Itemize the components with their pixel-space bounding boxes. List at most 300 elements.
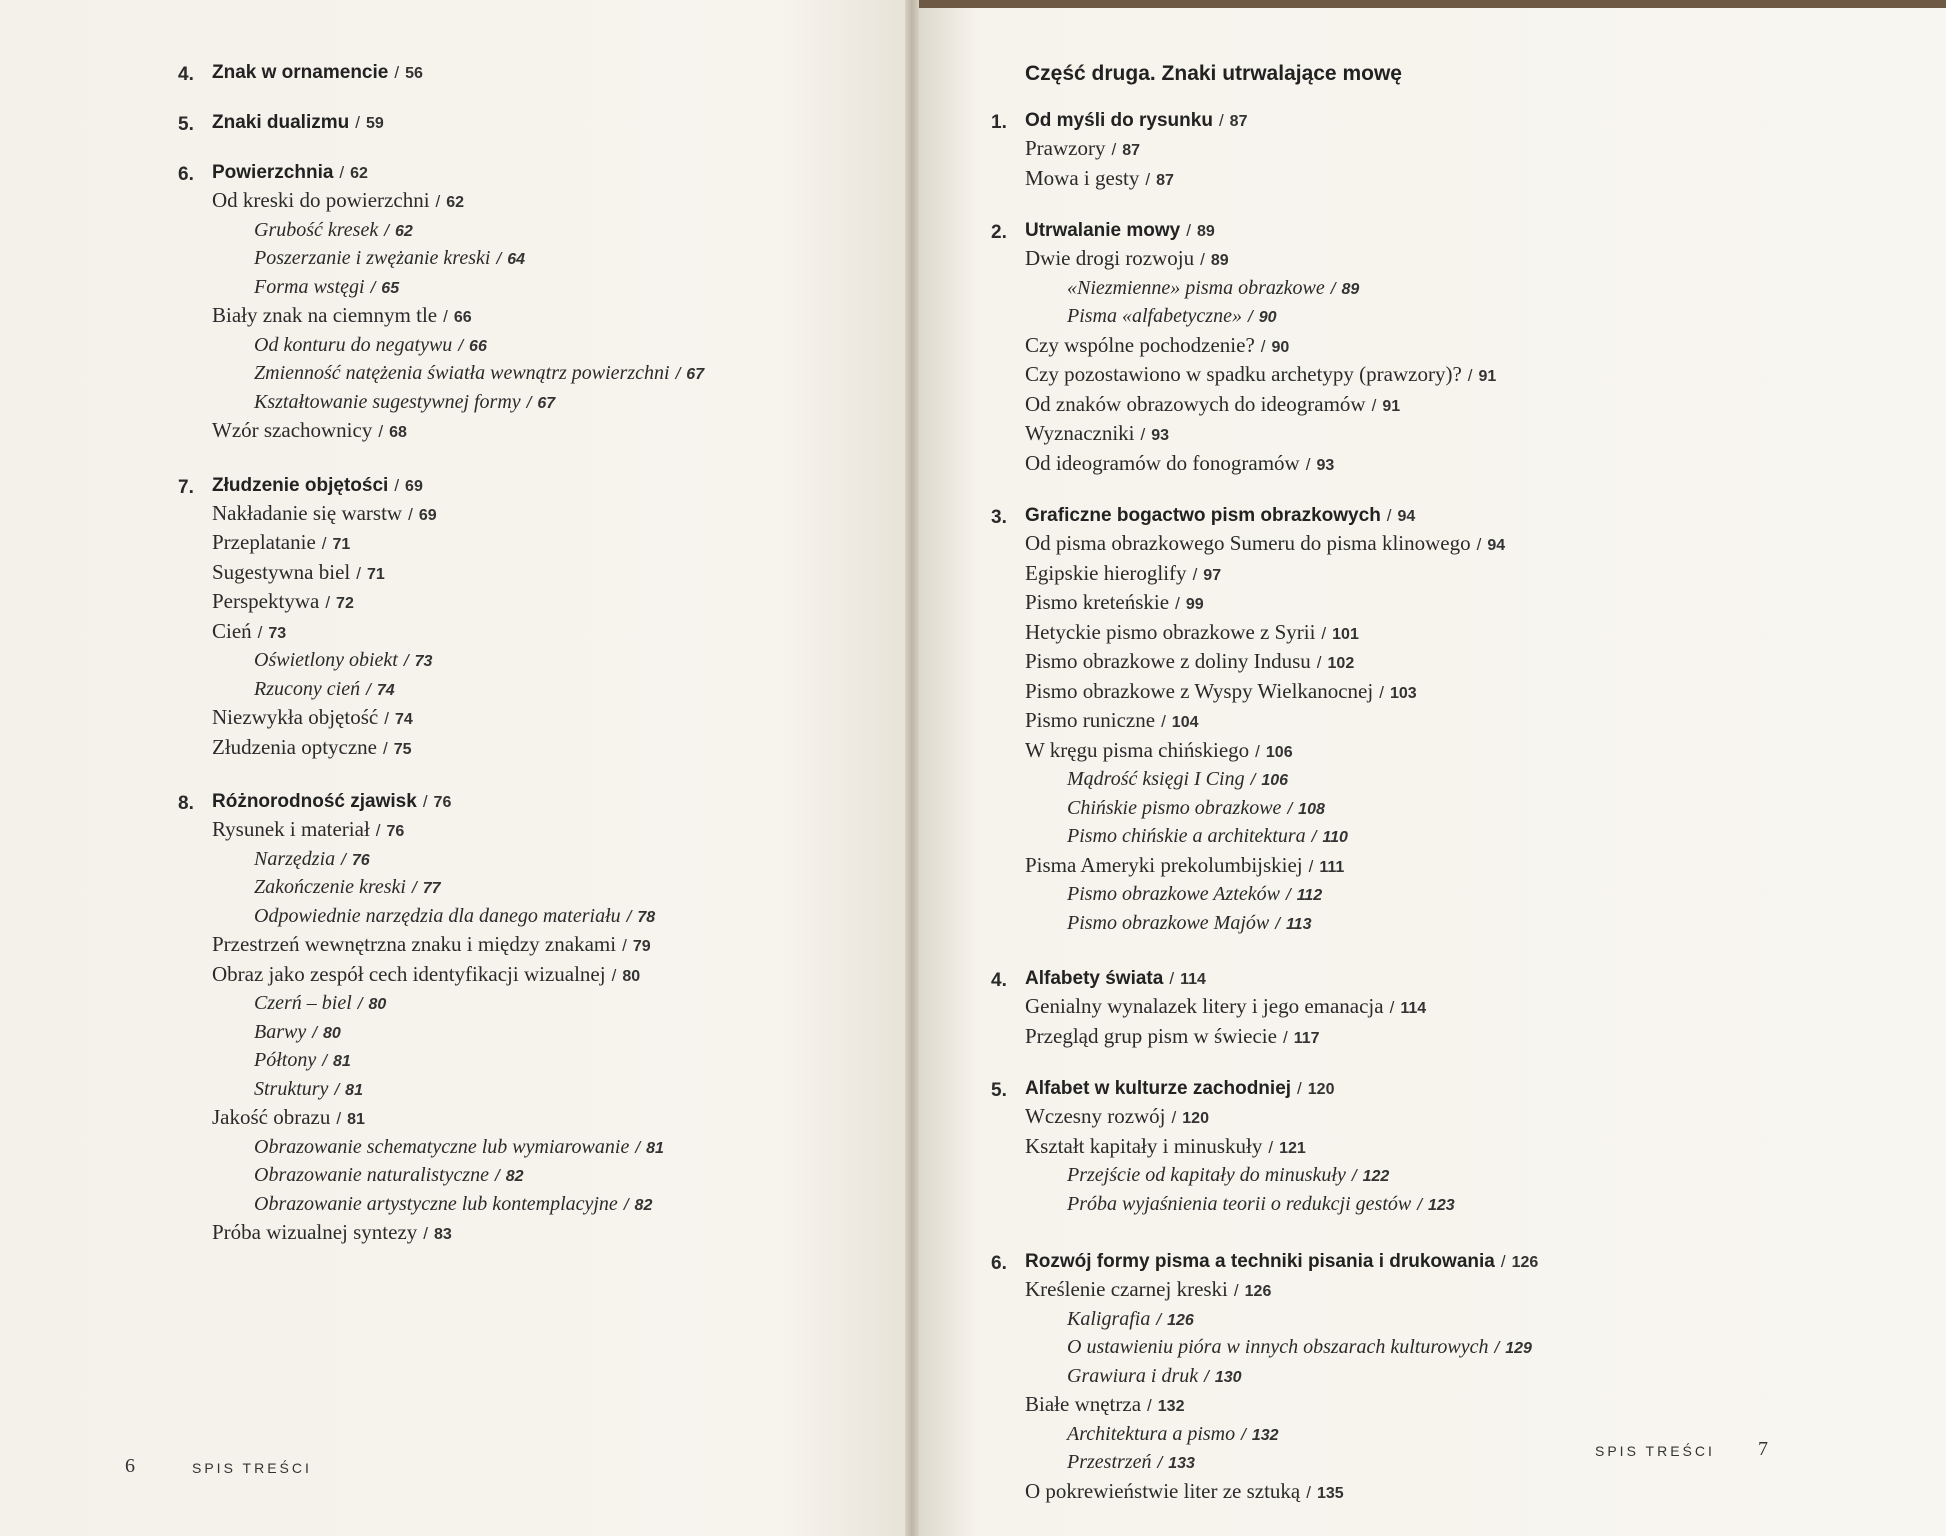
page-ref: 67 [537, 394, 556, 412]
page-ref: 129 [1505, 1340, 1532, 1357]
page-separator: / [356, 563, 361, 583]
toc-section [212, 931, 902, 961]
page-separator: / [1389, 998, 1395, 1017]
page-separator: / [357, 994, 363, 1013]
toc-section [212, 559, 902, 589]
page-ref: 78 [637, 908, 656, 926]
entry-text: Czerń – biel [254, 992, 352, 1014]
chapter-heading [178, 58, 902, 87]
chapter-number: 5. [178, 114, 194, 135]
page-separator: / [435, 192, 441, 211]
entry-text: Od ideogramów do fonogramów [1025, 450, 1300, 475]
page-separator: / [1218, 111, 1224, 130]
toc-section [1025, 1276, 1905, 1306]
toc-section [212, 1219, 902, 1249]
toc-section [1025, 165, 1905, 195]
toc-section [1025, 245, 1905, 275]
page-ref: 56 [405, 65, 423, 82]
entry-text: Biały znak na ciemnym tle [212, 303, 438, 327]
toc-subsection [212, 846, 902, 875]
page-separator: / [1169, 969, 1175, 988]
page-ref: 82 [634, 1196, 653, 1214]
toc-chapter [991, 501, 1905, 938]
page-separator: / [1287, 798, 1293, 818]
entry-text: Półtony [254, 1049, 317, 1071]
entry-text: Próba wizualnej syntezy [212, 1220, 418, 1244]
page-separator: / [322, 1051, 327, 1070]
page-separator: / [1306, 1482, 1311, 1502]
entry-text: Przegląd grup pism w świecie [1025, 1023, 1277, 1048]
chapter-heading [991, 1247, 1905, 1276]
page-ref: 99 [1185, 596, 1204, 613]
toc-subsection [212, 903, 902, 932]
entry-text: Kreślenie czarnej kreski [1025, 1277, 1228, 1301]
page-separator: / [336, 1109, 342, 1128]
chapter-number: 1. [991, 112, 1007, 133]
entry-text: Białe wnętrza [1025, 1392, 1142, 1416]
page-separator: / [325, 593, 331, 612]
page-separator: / [1386, 506, 1392, 525]
entry-text: Zakończenie kreski [254, 876, 406, 898]
page-ref: 64 [507, 251, 525, 268]
page-ref: 82 [505, 1168, 524, 1185]
entry-text: Struktury [254, 1077, 329, 1100]
entry-text: O pokrewieństwie liter ze sztuką [1025, 1478, 1301, 1503]
chapter-title: Powierzchnia [212, 162, 334, 183]
chapter-number: 4. [991, 970, 1007, 991]
page-ref: 93 [1316, 456, 1335, 474]
entry-text: Grubość kresek [254, 218, 379, 241]
page-separator: / [1186, 221, 1191, 240]
page-separator: / [1351, 1166, 1357, 1185]
page-separator: / [1305, 454, 1311, 474]
chapter-heading [178, 108, 902, 137]
chapter-title: Znak w ornamencie [212, 62, 389, 83]
toc-chapter [991, 1247, 1905, 1507]
page-separator: / [1417, 1194, 1422, 1214]
chapter-heading [991, 106, 1905, 135]
page-ref: 133 [1168, 1455, 1195, 1472]
page-separator: / [341, 849, 346, 869]
toc-section [1025, 1023, 1905, 1053]
entry-text: Obrazowanie artystyczne lub kontemplacyjne [254, 1192, 618, 1215]
page-separator: / [626, 906, 632, 926]
page-ref: 114 [1400, 1000, 1427, 1017]
entry-text: Pisma «alfabetyczne» [1067, 305, 1242, 327]
page-separator: / [383, 738, 388, 758]
chapter-number: 8. [178, 793, 194, 814]
page-separator: / [443, 307, 448, 326]
entry-text: Hetyckie pismo obrazkowe z Syrii [1025, 619, 1316, 644]
entry-text: Mowa i gesty [1025, 165, 1140, 190]
chapter-title: Alfabet w kulturze zachodniej [1025, 1078, 1292, 1099]
page-ref: 75 [393, 740, 412, 758]
page-separator: / [370, 277, 376, 297]
page-separator: / [1494, 1338, 1500, 1357]
page-ref: 66 [453, 309, 472, 326]
chapter-title: Znaki dualizmu [212, 112, 350, 133]
entry-text: Chińskie pismo obrazkowe [1067, 796, 1282, 819]
page-separator: / [355, 113, 360, 132]
entry-text: O ustawieniu pióra w innych obszarach kulturowych [1067, 1336, 1489, 1358]
page-separator: / [411, 878, 417, 897]
entry-text: Próba wyjaśnienia teorii o redukcji gestów [1067, 1192, 1412, 1215]
toc-subsection [212, 647, 902, 676]
page-separator: / [1111, 140, 1117, 159]
page-separator: / [422, 792, 428, 811]
toc-subsection [1025, 1449, 1905, 1478]
page-ref: 81 [646, 1139, 664, 1157]
page-separator: / [312, 1022, 317, 1042]
toc-subsection [1025, 881, 1905, 910]
toc-section [212, 734, 902, 764]
toc-section [212, 187, 902, 217]
entry-text: Obrazowanie schematyczne lub wymiarowanie [254, 1135, 630, 1158]
page-separator: / [257, 622, 263, 642]
left-running-head: SPIS TREŚCI [192, 1460, 312, 1476]
page-separator: / [334, 1079, 340, 1099]
entry-text: Egipskie hieroglify [1025, 560, 1187, 585]
entry-text: Od konturu do negatywu [254, 333, 453, 356]
page-ref: 103 [1389, 684, 1417, 702]
page-separator: / [1156, 1309, 1162, 1329]
toc-subsection [212, 1019, 902, 1048]
entry-text: Pismo obrazkowe Azteków [1067, 883, 1280, 905]
toc-subsection [1025, 1162, 1905, 1191]
page-ref: 73 [268, 624, 287, 642]
entry-text: Rysunek i materiał [212, 817, 370, 841]
page-separator: / [495, 1166, 500, 1185]
toc-chapter [178, 787, 902, 1249]
page-ref: 77 [422, 880, 441, 897]
page-separator: / [458, 335, 464, 355]
toc-subsection [1025, 1191, 1905, 1220]
page-separator: / [1171, 1108, 1177, 1127]
page-ref: 120 [1182, 1110, 1209, 1127]
toc-section [212, 529, 902, 559]
page-ref: 94 [1487, 537, 1506, 554]
page-ref: 106 [1265, 743, 1293, 761]
page-ref: 132 [1251, 1426, 1279, 1444]
toc-section [1025, 391, 1905, 421]
toc-section [212, 500, 902, 530]
toc-subsection [212, 332, 902, 361]
page-separator: / [1204, 1366, 1209, 1386]
page-separator: / [375, 821, 381, 840]
page-ref: 87 [1229, 113, 1248, 130]
page-separator: / [378, 422, 384, 441]
page-ref: 97 [1203, 566, 1222, 584]
toc-section [1025, 1103, 1905, 1133]
page-ref: 106 [1261, 772, 1289, 789]
toc-subsection [212, 676, 902, 705]
entry-text: Od pisma obrazkowego Sumeru do pisma klinowego [1025, 531, 1471, 555]
toc-subsection [212, 274, 902, 303]
page-separator: / [384, 709, 389, 728]
chapter-heading [991, 1074, 1905, 1103]
page-separator: / [1500, 1252, 1506, 1271]
toc-subsection [1025, 766, 1905, 795]
page-ref: 71 [332, 536, 351, 553]
toc-subsection [1025, 1421, 1905, 1450]
page-ref: 108 [1298, 800, 1325, 818]
page-separator: / [675, 364, 681, 383]
toc-section [212, 302, 902, 332]
entry-text: Przestrzeń [1067, 1451, 1152, 1473]
page-separator: / [403, 651, 409, 670]
page-ref: 74 [394, 711, 413, 728]
entry-text: Od kreski do powierzchni [212, 188, 430, 212]
page-ref: 62 [350, 165, 368, 182]
page-ref: 62 [446, 194, 465, 211]
page-separator: / [1157, 1453, 1163, 1472]
toc-section [212, 961, 902, 991]
entry-text: Grawiura i druk [1067, 1364, 1199, 1387]
page-separator: / [1285, 885, 1291, 904]
page-separator: / [1247, 307, 1253, 326]
page-separator: / [1241, 1424, 1246, 1444]
toc-section [1025, 648, 1905, 678]
chapter-heading [991, 501, 1905, 530]
page-separator: / [1192, 564, 1198, 584]
page-ref: 121 [1279, 1139, 1306, 1157]
page-ref: 89 [1341, 280, 1360, 298]
toc-chapter [178, 58, 902, 87]
page-ref: 126 [1244, 1283, 1272, 1300]
page-separator: / [1255, 741, 1260, 761]
page-separator: / [1321, 623, 1327, 643]
toc-section [212, 1104, 902, 1134]
entry-text: Wyznaczniki [1025, 421, 1135, 445]
toc-chapter [991, 1074, 1905, 1219]
page-separator: / [384, 220, 389, 240]
page-ref: 81 [345, 1081, 363, 1099]
chapter-title: Rozwój formy pisma a techniki pisania i drukowania [1025, 1251, 1495, 1272]
page-separator: / [1476, 535, 1482, 554]
page-separator: / [1233, 1281, 1239, 1300]
chapter-heading [991, 964, 1905, 993]
page-ref: 111 [1319, 858, 1345, 876]
entry-text: Odpowiednie narzędzia dla danego materiału [254, 904, 621, 927]
toc-subsection [1025, 795, 1905, 824]
toc-section [1025, 1478, 1905, 1508]
toc-chapter [991, 216, 1905, 479]
toc-section [1025, 361, 1905, 391]
entry-text: Nakładanie się warstw [212, 500, 403, 525]
page-ref: 90 [1271, 338, 1290, 356]
page-ref: 76 [433, 794, 452, 811]
chapter-title: Utrwalanie mowy [1025, 220, 1181, 241]
chapter-title: Od myśli do rysunku [1025, 110, 1213, 131]
chapter-heading [991, 216, 1905, 245]
toc-subsection [212, 1191, 902, 1220]
toc-section [212, 704, 902, 734]
entry-text: Pismo kreteńskie [1025, 590, 1170, 614]
entry-text: Genialny wynalazek litery i jego emanacja [1025, 994, 1384, 1018]
toc-subsection [1025, 910, 1905, 939]
entry-text: Cień [212, 618, 252, 643]
page-separator: / [339, 163, 345, 182]
page-separator: / [526, 392, 532, 412]
entry-text: Przeplatanie [212, 530, 316, 554]
page-ref: 94 [1397, 508, 1416, 525]
chapter-title: Złudzenie objętości [212, 474, 389, 496]
page-separator: / [1330, 278, 1336, 298]
page-separator: / [1140, 425, 1146, 444]
toc-subsection [1025, 1306, 1905, 1335]
page-separator: / [1308, 856, 1314, 876]
toc-subsection [212, 245, 902, 274]
entry-text: Pismo obrazkowe z Wyspy Wielkanocnej [1025, 678, 1374, 703]
toc-subsection [1025, 823, 1905, 852]
page-ref: 110 [1322, 829, 1348, 846]
page-separator: / [408, 504, 413, 524]
toc-section [1025, 993, 1905, 1023]
page-ref: 112 [1296, 887, 1323, 904]
page-separator: / [622, 936, 627, 955]
toc-chapter [991, 106, 1905, 194]
entry-text: Pismo obrazkowe z doliny Indusu [1025, 649, 1311, 673]
chapter-heading [178, 787, 902, 816]
page-ref: 74 [376, 681, 395, 699]
entry-text: Forma wstęgi [254, 275, 365, 298]
page-separator: / [1467, 366, 1473, 385]
toc-section [1025, 1133, 1905, 1163]
page-ref: 90 [1258, 309, 1277, 326]
toc-section [1025, 530, 1905, 560]
page-ref: 73 [414, 653, 433, 670]
entry-text: Architektura a pismo [1067, 1422, 1236, 1445]
toc-subsection [212, 389, 902, 418]
book-gutter [905, 0, 919, 1536]
page-ref: 79 [632, 938, 651, 955]
toc-subsection [1025, 1334, 1905, 1363]
page-ref: 126 [1511, 1254, 1539, 1271]
chapter-title: Różnorodność zjawisk [212, 791, 417, 812]
page-ref: 102 [1327, 655, 1355, 672]
page-ref: 80 [622, 967, 641, 985]
entry-text: W kręgu pisma chińskiego [1025, 737, 1250, 762]
toc-section [1025, 678, 1905, 708]
right-running-head: SPIS TREŚCI [1595, 1443, 1715, 1459]
entry-text: Pismo obrazkowe Majów [1067, 911, 1270, 934]
toc-subsection [1025, 275, 1905, 304]
entry-text: Zmienność natężenia światła wewnątrz powierzchni [254, 362, 670, 384]
toc-subsection [212, 360, 902, 389]
page-ref: 91 [1478, 368, 1497, 385]
page-ref: 114 [1180, 971, 1206, 988]
left-page-number: 6 [125, 1455, 135, 1477]
page-ref: 62 [394, 222, 413, 240]
entry-text: «Niezmienne» pisma obrazkowe [1067, 276, 1325, 299]
page-separator: / [611, 965, 617, 985]
page-ref: 68 [389, 424, 407, 441]
page-separator: / [1379, 682, 1384, 702]
entry-text: Złudzenia optyczne [212, 734, 378, 759]
entry-text: Obrazowanie naturalistyczne [254, 1164, 489, 1186]
page-ref: 69 [418, 506, 437, 524]
page-ref: 113 [1285, 915, 1312, 933]
toc-section [1025, 560, 1905, 590]
right-page-number: 7 [1758, 1438, 1768, 1460]
toc-chapter [178, 108, 902, 137]
entry-text: Barwy [254, 1020, 307, 1043]
page-separator: / [1275, 913, 1280, 933]
page-ref: 87 [1122, 142, 1141, 159]
entry-text: Czy wspólne pochodzenie? [1025, 332, 1255, 357]
chapter-title: Alfabety świata [1025, 968, 1164, 989]
page-ref: 91 [1382, 397, 1401, 415]
toc-chapter [178, 158, 902, 447]
page-ref: 126 [1167, 1311, 1194, 1329]
page-ref: 67 [686, 366, 705, 383]
toc-left-column [178, 58, 902, 1249]
toc-section [1025, 737, 1905, 767]
toc-chapter [991, 964, 1905, 1052]
toc-section [1025, 450, 1905, 480]
entry-text: Kształt kapitały i minuskuły [1025, 1133, 1263, 1158]
entry-text: Obraz jako zespół cech identyfikacji wizualnej [212, 961, 606, 986]
toc-section [1025, 332, 1905, 362]
chapter-number: 3. [991, 507, 1007, 528]
toc-subsection [212, 1162, 902, 1191]
page-separator: / [321, 534, 327, 553]
page-ref: 81 [332, 1053, 351, 1070]
chapter-title: Graficzne bogactwo pism obrazkowych [1025, 505, 1381, 526]
toc-section [1025, 420, 1905, 450]
page-ref: 123 [1427, 1196, 1455, 1214]
page-separator: / [1282, 1027, 1288, 1047]
page-separator: / [1161, 712, 1166, 731]
page-ref: 89 [1210, 252, 1229, 269]
toc-section [1025, 135, 1905, 165]
toc-subsection [212, 217, 902, 246]
chapter-heading [178, 158, 902, 187]
page-ref: 135 [1316, 1484, 1344, 1502]
entry-text: Od znaków obrazowych do ideogramów [1025, 391, 1366, 416]
toc-section [1025, 852, 1905, 882]
entry-text: Perspektywa [212, 589, 320, 613]
entry-text: Kaligrafia [1067, 1307, 1151, 1330]
page-separator: / [1250, 770, 1256, 789]
toc-subsection [1025, 1363, 1905, 1392]
page-ref: 132 [1157, 1398, 1185, 1415]
page-separator: / [1200, 250, 1205, 269]
chapter-number: 6. [991, 1253, 1007, 1274]
page-ref: 83 [434, 1226, 452, 1243]
chapter-number: 6. [178, 164, 194, 185]
page-separator: / [1297, 1079, 1302, 1098]
page-separator: / [496, 249, 502, 268]
page-separator: / [423, 1224, 429, 1243]
chapter-number: 4. [178, 64, 194, 85]
page-separator: / [1175, 594, 1180, 613]
toc-section [212, 618, 902, 648]
entry-text: Oświetlony obiekt [254, 649, 398, 671]
toc-section [1025, 589, 1905, 619]
entry-text: Prawzory [1025, 136, 1106, 160]
toc-section [1025, 707, 1905, 737]
entry-text: Wzór szachownicy [212, 418, 373, 442]
page-separator: / [394, 63, 400, 82]
page-ref: 76 [351, 851, 370, 869]
page-separator: / [1311, 827, 1317, 846]
page-separator: / [1371, 395, 1377, 415]
page-ref: 76 [386, 823, 405, 840]
page-separator: / [623, 1194, 629, 1214]
entry-text: Pisma Ameryki prekolumbijskiej [1025, 852, 1303, 877]
page-ref: 72 [336, 595, 354, 612]
